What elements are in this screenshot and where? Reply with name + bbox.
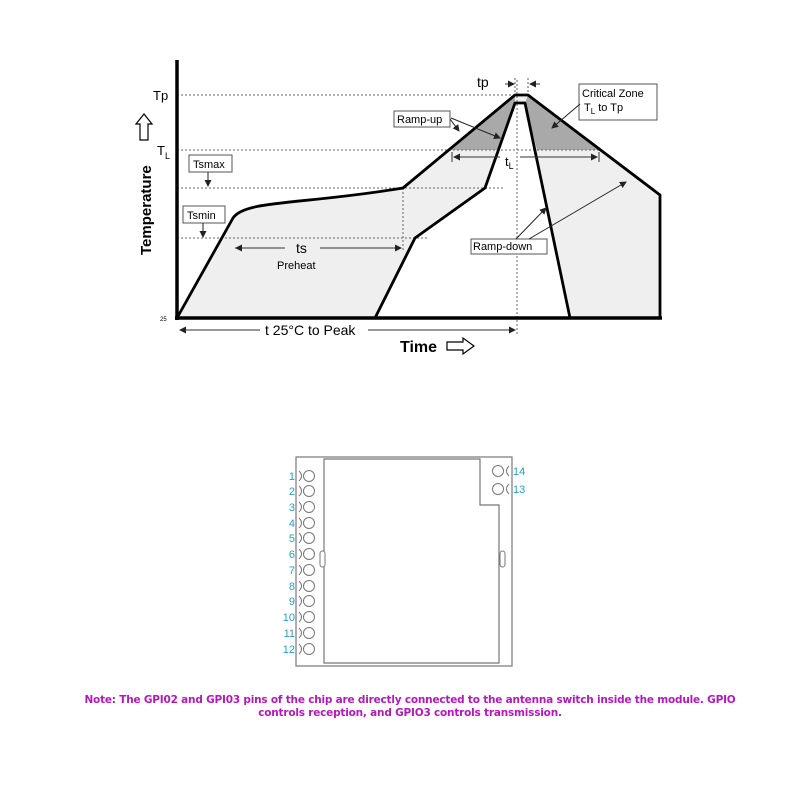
tick-label-tl: $T_L$ [157,143,170,161]
tick-label-25: 25 [160,317,167,323]
svg-text:tp: tp [477,74,489,90]
svg-text:Critical Zone: Critical Zone [582,88,644,100]
svg-text:Tsmin: Tsmin [187,210,216,222]
pin-label: 13 [513,484,526,496]
tick-label-tp: Tp [153,88,169,103]
pin-label: 4 [288,518,295,530]
y-axis-label: Temperature [138,165,155,255]
x-axis-label: Time [400,339,438,356]
svg-text:Tsmax: Tsmax [193,159,225,171]
svg-text:t 25°C to Peak: t 25°C to Peak [265,322,356,338]
module-side-tab-left [320,551,325,567]
pin-label: 1 [288,471,295,483]
svg-text:ts: ts [296,240,307,256]
note-text: Note: The GPI02 and GPI03 pins of the chip are directly connected to the antenna switch inside the module. GPIO controls reception, and GPIO3 controls transmission. [84,694,736,719]
svg-text:Ramp-up: Ramp-up [397,114,443,126]
pin-label: 3 [288,502,295,514]
pin-label: 14 [513,466,526,478]
left-pin-labels [283,471,295,656]
svg-text:tL: $t_L$ [505,154,514,171]
pin-label: 5 [288,533,295,545]
module-side-tab-right [500,551,505,567]
pin-label: 6 [288,549,295,561]
right-pin-labels [513,466,525,496]
svg-text:Preheat: Preheat [277,260,316,272]
pin-label: 10 [282,612,295,624]
svg-text:Ramp-down: Ramp-down [473,241,533,253]
pin-label: 8 [288,581,295,593]
pin-label: 12 [282,644,295,656]
pin-label: 9 [288,596,295,608]
svg-text:TL to Tp: $T_L$ to Tp [584,102,624,116]
module-shield [324,459,499,663]
pin-label: 2 [288,486,295,498]
pin-label: 11 [283,628,295,640]
pin-label: 7 [288,565,295,577]
